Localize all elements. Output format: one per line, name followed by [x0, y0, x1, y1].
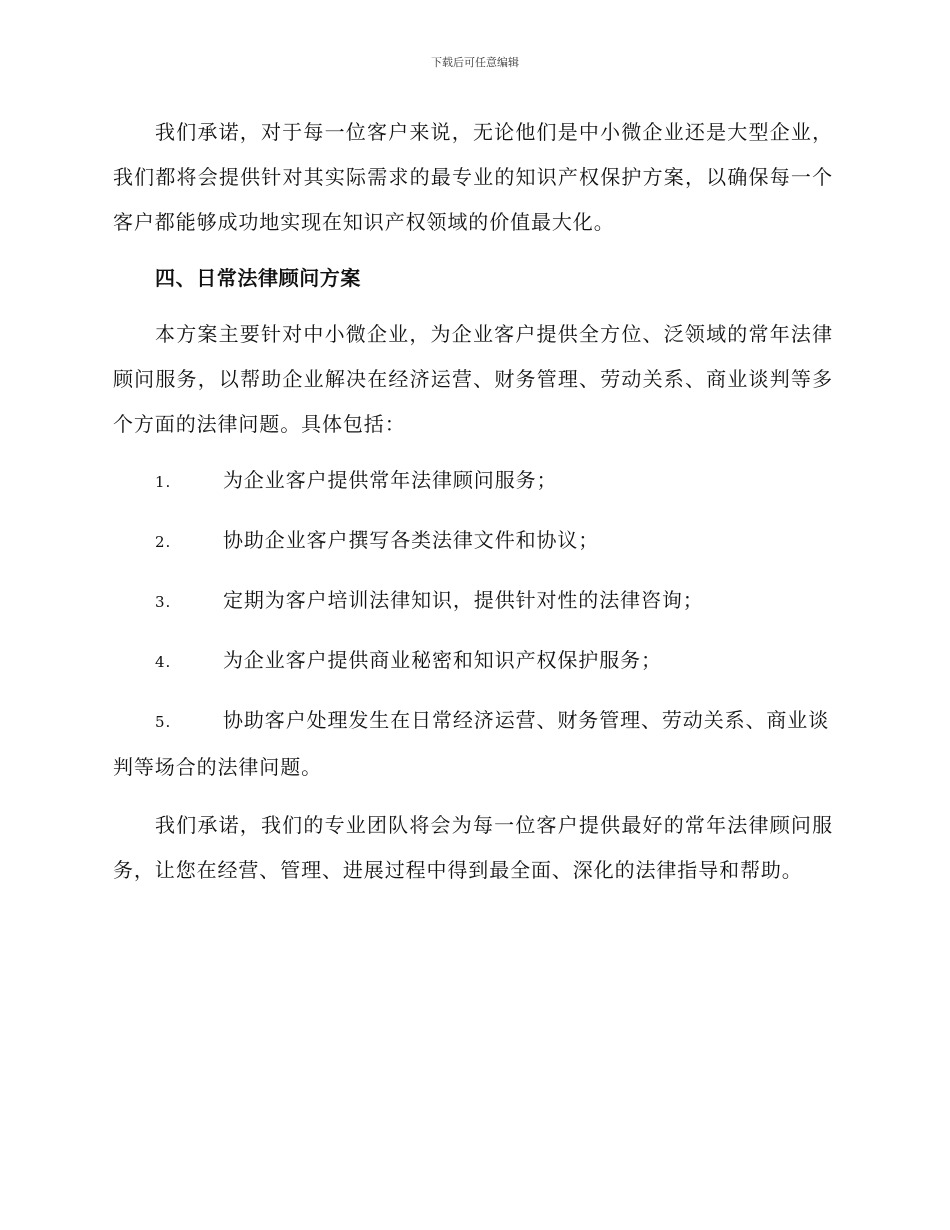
list-text: 为企业客户提供常年法律顾问服务；: [223, 468, 558, 492]
section-heading: 四、日常法律顾问方案: [155, 266, 361, 290]
paragraph-commitment-counsel: 我们承诺，我们的专业团队将会为每一位客户提供最好的常年法律顾问服务，让您在经营、管理、进展过程中得到最全面、深化的法律指导和帮助。: [113, 813, 833, 882]
list-item: [113, 458, 833, 505]
document-body: [113, 110, 833, 904]
list-text: 定期为客户培训法律知识，提供针对性的法律咨询；: [223, 588, 704, 612]
list-item: [113, 578, 833, 625]
paragraph-commitment-ip: 我们承诺，对于每一位客户来说，无论他们是中小微企业还是大型企业，我们都将会提供针对其实际需求的最专业的知识产权保护方案，以确保每一个客户都能够成功地实现在知识产权领域的价值最大化。: [113, 120, 833, 234]
list-text: 协助客户处理发生在日常经济运营、财务管理、劳动关系、商业谈判等场合的法律问题。: [113, 708, 830, 779]
service-list: [113, 458, 833, 790]
list-number: 2.: [155, 533, 172, 551]
list-item: [113, 638, 833, 685]
list-number: 4.: [155, 653, 172, 671]
paragraph-plan-intro: 本方案主要针对中小微企业，为企业客户提供全方位、泛领域的常年法律顾问服务，以帮助企业解决在经济运营、财务管理、劳动关系、商业谈判等多个方面的法律问题。具体包括：: [113, 322, 833, 436]
list-text: 为企业客户提供商业秘密和知识产权保护服务；: [223, 648, 662, 672]
list-number: 1.: [155, 473, 172, 491]
list-number: 3.: [155, 593, 172, 611]
page-header: 下载后可任意编辑: [431, 56, 519, 69]
list-item: [113, 698, 833, 790]
list-item: [113, 518, 833, 565]
list-number: 5.: [155, 713, 172, 731]
list-text: 协助企业客户撰写各类法律文件和协议；: [223, 528, 600, 552]
